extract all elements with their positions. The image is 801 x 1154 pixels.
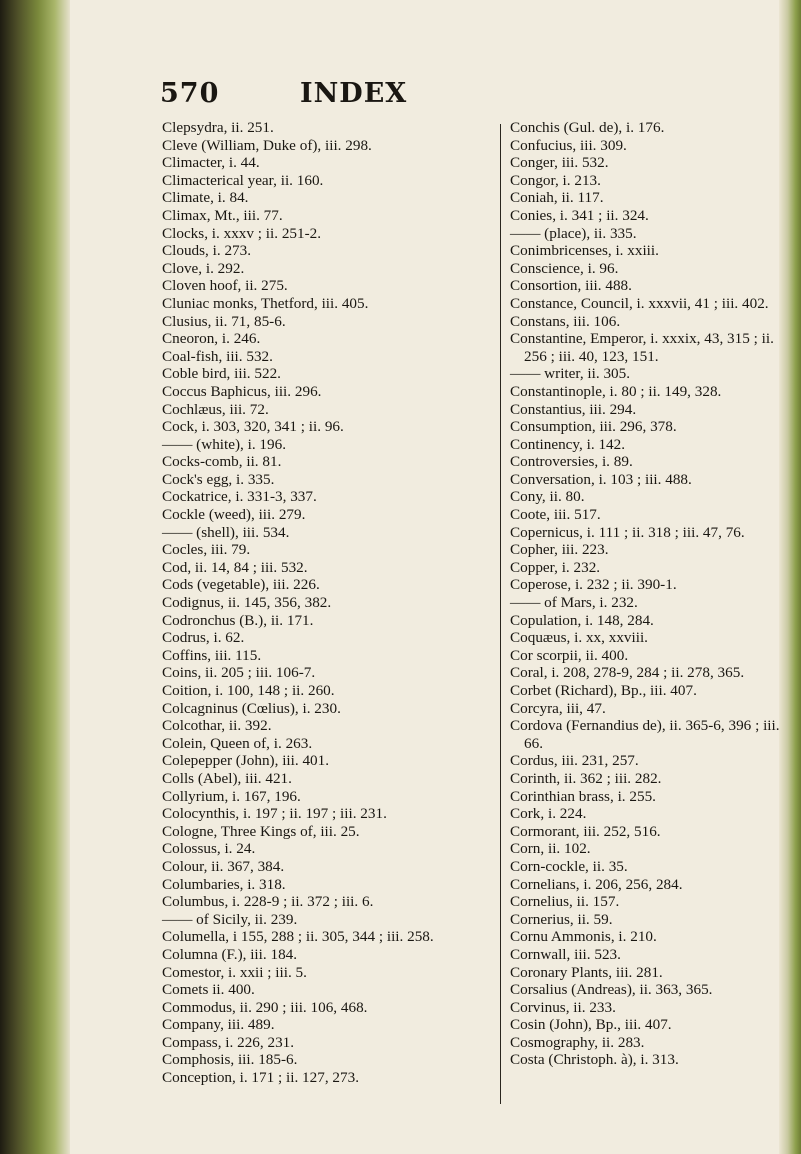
index-entry: Constantius, iii. 294. [510, 400, 637, 418]
index-entry: Cocles, iii. 79. [162, 541, 251, 559]
index-entry: Cork, i. 224. [510, 805, 587, 823]
index-entry: Copulation, i. 148, 284. [510, 611, 654, 629]
index-entry: Cloven hoof, ii. 275. [162, 277, 288, 295]
index-entry: —— of Mars, i. 232. [510, 594, 638, 612]
index-entry: Corn-cockle, ii. 35. [510, 857, 628, 875]
index-entry: Colossus, i. 24. [162, 840, 256, 858]
index-entry: Colein, Queen of, i. 263. [162, 734, 313, 752]
index-entry: Coniah, ii. 117. [510, 189, 604, 207]
index-entry: Cordus, iii. 231, 257. [510, 752, 639, 770]
page-number: 570 [160, 78, 220, 109]
index-entry: Costa (Christoph. à), i. 313. [510, 1051, 679, 1069]
index-entry: Constantinople, i. 80 ; ii. 149, 328. [510, 382, 722, 400]
index-entry: Cockatrice, i. 331-3, 337. [162, 488, 317, 506]
index-entry: Comestor, i. xxii ; iii. 5. [162, 963, 307, 981]
index-entry: Cock's egg, i. 335. [162, 470, 275, 488]
index-entry: Copper, i. 232. [510, 558, 601, 576]
index-entry: Congor, i. 213. [510, 171, 601, 189]
index-entry: Company, iii. 489. [162, 1016, 275, 1034]
index-entry: Corinth, ii. 362 ; iii. 282. [510, 769, 662, 787]
index-entry: Conversation, i. 103 ; iii. 488. [510, 470, 692, 488]
index-entry: Constans, iii. 106. [510, 312, 621, 330]
index-entry: Consumption, iii. 296, 378. [510, 418, 677, 436]
index-entry: Cocks-comb, ii. 81. [162, 453, 282, 471]
index-entry: Columna (F.), iii. 184. [162, 945, 298, 963]
index-entry: Cosmography, ii. 283. [510, 1033, 645, 1051]
index-entry: —— (place), ii. 335. [510, 224, 637, 242]
column-divider [500, 124, 501, 1104]
index-column-right [510, 119, 780, 1069]
page-header [160, 78, 407, 109]
index-entry: Coins, ii. 205 ; iii. 106-7. [162, 664, 316, 682]
index-entry: Coote, iii. 517. [510, 506, 601, 524]
index-entry: Cornu Ammonis, i. 210. [510, 928, 657, 946]
index-entry: Cod, ii. 14, 84 ; iii. 532. [162, 558, 308, 576]
index-entry: Cony, ii. 80. [510, 488, 585, 506]
index-entry: Climacter, i. 44. [162, 154, 260, 172]
index-entry: Conscience, i. 96. [510, 259, 619, 277]
index-entry: Cockle (weed), iii. 279. [162, 506, 306, 524]
index-entry: Coral, i. 208, 278-9, 284 ; ii. 278, 365. [510, 664, 745, 682]
index-entry: Climacterical year, ii. 160. [162, 171, 324, 189]
index-entry: Columbaries, i. 318. [162, 875, 286, 893]
book-binding-right [779, 0, 801, 1154]
index-entry: Coal-fish, iii. 532. [162, 347, 273, 365]
index-entry: Climax, Mt., iii. 77. [162, 206, 283, 224]
index-entry: —— writer, ii. 305. [510, 365, 631, 383]
index-entry: Copher, iii. 223. [510, 541, 609, 559]
index-entry: Conception, i. 171 ; ii. 127, 273. [162, 1069, 360, 1087]
index-entry: Commodus, ii. 290 ; iii. 106, 468. [162, 998, 368, 1016]
index-entry: Colls (Abel), iii. 421. [162, 769, 292, 787]
index-entry: Coperose, i. 232 ; ii. 390-1. [510, 576, 677, 594]
index-entry: Cluniac monks, Thetford, iii. 405. [162, 294, 369, 312]
index-entry: Colocynthis, i. 197 ; ii. 197 ; iii. 231. [162, 805, 387, 823]
index-entry: Conchis (Gul. de), i. 176. [510, 119, 665, 136]
index-entry: Conies, i. 341 ; ii. 324. [510, 206, 649, 224]
index-entry: Colcagninus (Cœlius), i. 230. [162, 699, 341, 717]
index-entry: Cornelius, ii. 157. [510, 893, 620, 911]
index-entry: Conger, iii. 532. [510, 154, 609, 172]
index-entry: Clouds, i. 273. [162, 242, 252, 260]
index-entry: Clocks, i. xxxv ; ii. 251-2. [162, 224, 322, 242]
index-entry: Copernicus, i. 111 ; ii. 318 ; iii. 47, 76. [510, 523, 745, 541]
index-entry: Codrus, i. 62. [162, 629, 245, 647]
index-entry: Corsalius (Andreas), ii. 363, 365. [510, 981, 713, 999]
index-entry: Cods (vegetable), iii. 226. [162, 576, 320, 594]
index-entry: Coccus Baphicus, iii. 296. [162, 382, 322, 400]
index-entry: Cormorant, iii. 252, 516. [510, 822, 661, 840]
index-entry: Compass, i. 226, 231. [162, 1033, 295, 1051]
index-entry: Colepepper (John), iii. 401. [162, 752, 330, 770]
index-entry: Coition, i. 100, 148 ; ii. 260. [162, 682, 335, 699]
index-entry: Cornerius, ii. 59. [510, 910, 613, 928]
index-entry: Codronchus (B.), ii. 171. [162, 611, 314, 629]
index-entry: Cock, i. 303, 320, 341 ; ii. 96. [162, 418, 344, 436]
index-entry: Confucius, iii. 309. [510, 136, 627, 154]
index-entry: Clove, i. 292. [162, 259, 245, 277]
index-entry: Climate, i. 84. [162, 189, 249, 207]
index-entry: Continency, i. 142. [510, 435, 626, 453]
book-binding-left [0, 0, 70, 1154]
index-entry: Columella, i 155, 288 ; ii. 305, 344 ; iii. 258. [162, 928, 434, 946]
index-entry: Consortion, iii. 488. [510, 277, 632, 295]
index-entry: Corinthian brass, i. 255. [510, 787, 656, 805]
index-entry: Coronary Plants, iii. 281. [510, 963, 663, 981]
index-entry: Coble bird, iii. 522. [162, 365, 281, 383]
index-entry: Coquæus, i. xx, xxviii. [510, 629, 648, 647]
index-entry: Cordova (Fernandius de), ii. 365-6, 396 ; iii. 66. [510, 717, 780, 752]
index-column-left [162, 119, 492, 1087]
index-entry: Cosin (John), Bp., iii. 407. [510, 1016, 672, 1034]
index-entry: Corn, ii. 102. [510, 840, 591, 858]
index-entry: Clepsydra, ii. 251. [162, 119, 274, 136]
index-entry: Colour, ii. 367, 384. [162, 857, 285, 875]
index-entry: Codignus, ii. 145, 356, 382. [162, 594, 332, 612]
index-entry: Corcyra, iii, 47. [510, 699, 606, 717]
index-entry: —— (shell), iii. 534. [162, 523, 290, 541]
index-entry: Coffins, iii. 115. [162, 646, 262, 664]
index-entry: Comphosis, iii. 185-6. [162, 1051, 298, 1069]
index-entry: Cornwall, iii. 523. [510, 945, 621, 963]
index-entry: Constantine, Emperor, i. xxxix, 43, 315 ; ii. 256 ; iii. 40, 123, 151. [510, 330, 774, 365]
index-entry: Cologne, Three Kings of, iii. 25. [162, 822, 360, 840]
index-entry: Cochlæus, iii. 72. [162, 400, 269, 418]
index-entry: Corbet (Richard), Bp., iii. 407. [510, 682, 697, 699]
index-entry: Corvinus, ii. 233. [510, 998, 616, 1016]
index-entry: Collyrium, i. 167, 196. [162, 787, 301, 805]
index-entry: Colcothar, ii. 392. [162, 717, 272, 735]
index-entry: Cor scorpii, ii. 400. [510, 646, 629, 664]
index-entry: —— of Sicily, ii. 239. [162, 910, 298, 928]
index-entry: Cleve (William, Duke of), iii. 298. [162, 136, 372, 154]
index-entry: Comets ii. 400. [162, 981, 255, 999]
index-entry: Cornelians, i. 206, 256, 284. [510, 875, 683, 893]
index-entry: Clusius, ii. 71, 85-6. [162, 312, 286, 330]
index-entry: Controversies, i. 89. [510, 453, 633, 471]
index-entry: Conimbricenses, i. xxiii. [510, 242, 659, 260]
page-title: INDEX [300, 78, 408, 109]
index-entry: Cneoron, i. 246. [162, 330, 261, 348]
index-entry: Constance, Council, i. xxxvii, 41 ; iii. 402. [510, 294, 769, 312]
index-entry: —— (white), i. 196. [162, 435, 287, 453]
index-entry: Columbus, i. 228-9 ; ii. 372 ; iii. 6. [162, 893, 374, 911]
